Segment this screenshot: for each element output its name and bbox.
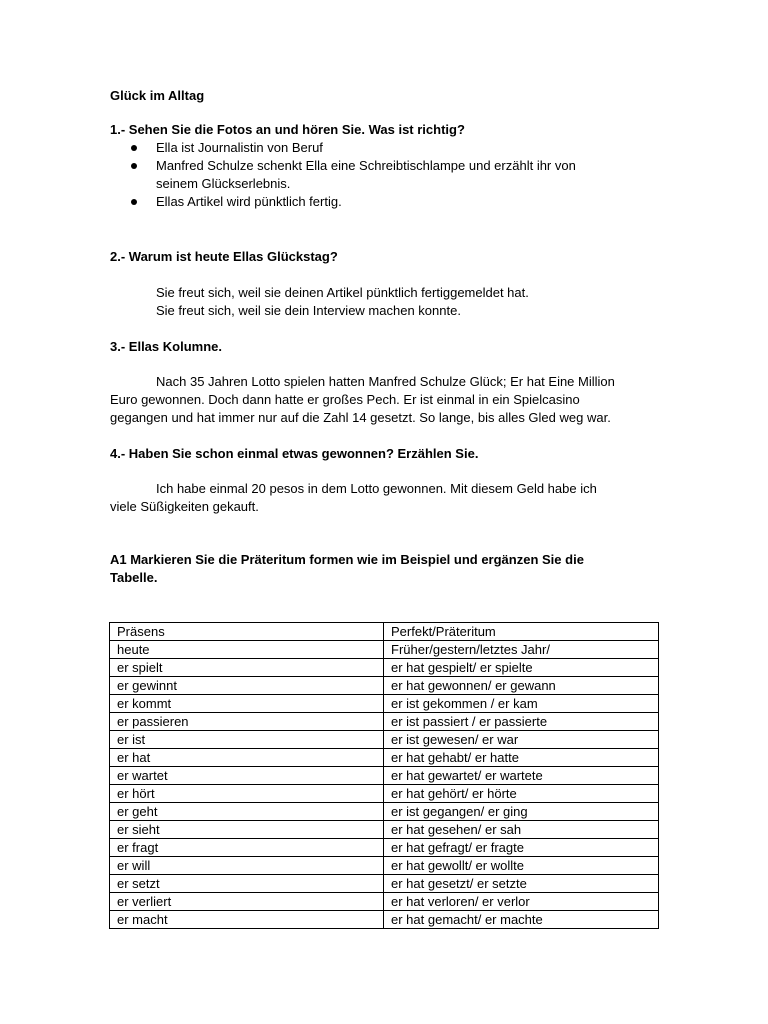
perfekt-cell: er hat gewonnen/ er gewann [384, 677, 659, 695]
perfekt-cell: er ist gegangen/ er ging [384, 803, 659, 821]
perfekt-cell: er hat gehört/ er hörte [384, 785, 659, 803]
praesens-cell: er macht [110, 911, 384, 929]
praesens-cell: er wartet [110, 767, 384, 785]
table-row [110, 785, 659, 803]
table-row [110, 803, 659, 821]
praesens-cell: er spielt [110, 659, 384, 677]
question-3-heading: 3.- Ellas Kolumne. [110, 339, 222, 354]
option-item: Manfred Schulze schenkt Ella eine Schreibtischlampe und erzählt ihr von seinem Glückserlebnis. [110, 157, 576, 193]
perfekt-cell: er hat gesehen/ er sah [384, 821, 659, 839]
praesens-cell: er will [110, 857, 384, 875]
perfekt-cell: er ist gewesen/ er war [384, 731, 659, 749]
praesens-cell: er hat [110, 749, 384, 767]
praesens-cell: er kommt [110, 695, 384, 713]
header-cell: Perfekt/Präteritum [384, 623, 659, 641]
paragraph-line: Nach 35 Jahren Lotto spielen hatten Manfred Schulze Glück; Er hat Eine Million [156, 374, 615, 389]
page-title: Glück im Alltag [110, 88, 205, 103]
perfekt-cell: er hat verloren/ er verlor [384, 893, 659, 911]
exercise-a1-heading: A1 Markieren Sie die Präteritum formen wie im Beispiel und ergänzen Sie die [110, 552, 584, 567]
perfekt-cell: er hat gespielt/ er spielte [384, 659, 659, 677]
paragraph-line: Euro gewonnen. Doch dann hatte er großes Pech. Er ist einmal in ein Spielcasino [110, 392, 580, 407]
perfekt-cell: er hat gefragt/ er fragte [384, 839, 659, 857]
answer-line: Sie freut sich, weil sie deinen Artikel pünktlich fertiggemeldet hat. [156, 285, 529, 300]
perfekt-cell: er ist gekommen / er kam [384, 695, 659, 713]
header-cell: Präsens [110, 623, 384, 641]
bullet-icon [131, 199, 137, 205]
table-row [110, 713, 659, 731]
table-row [110, 731, 659, 749]
paragraph-line: gegangen und hat immer nur auf die Zahl 14 gesetzt. So lange, bis alles Gled weg war. [110, 410, 611, 425]
table-row [110, 677, 659, 695]
praesens-cell: er sieht [110, 821, 384, 839]
table-row [110, 911, 659, 929]
table-row [110, 893, 659, 911]
table-row [110, 659, 659, 677]
perfekt-cell: er ist passiert / er passierte [384, 713, 659, 731]
table-row [110, 821, 659, 839]
question-4-heading: 4.- Haben Sie schon einmal etwas gewonnen? Erzählen Sie. [110, 446, 479, 461]
table-row [110, 839, 659, 857]
bullet-icon [131, 163, 137, 169]
praesens-cell: heute [110, 641, 384, 659]
praesens-cell: er fragt [110, 839, 384, 857]
praesens-cell: er hört [110, 785, 384, 803]
bullet-icon [131, 145, 137, 151]
perfekt-cell: er hat gesetzt/ er setzte [384, 875, 659, 893]
praesens-cell: er gewinnt [110, 677, 384, 695]
praesens-cell: er geht [110, 803, 384, 821]
table-row [110, 641, 659, 659]
table-row [110, 767, 659, 785]
answer-line: Ich habe einmal 20 pesos in dem Lotto gewonnen. Mit diesem Geld habe ich [156, 481, 597, 496]
exercise-a1-heading-cont: Tabelle. [110, 570, 158, 585]
table-header-row [110, 623, 659, 641]
table-row [110, 695, 659, 713]
table-row [110, 857, 659, 875]
perfekt-cell: er hat gewartet/ er wartete [384, 767, 659, 785]
praesens-cell: er ist [110, 731, 384, 749]
table-row [110, 875, 659, 893]
answer-line: Sie freut sich, weil sie dein Interview machen konnte. [156, 303, 461, 318]
question-1-heading: 1.- Sehen Sie die Fotos an und hören Sie. Was ist richtig? [110, 122, 465, 137]
praesens-cell: er setzt [110, 875, 384, 893]
perfekt-cell: er hat gewollt/ er wollte [384, 857, 659, 875]
table-row [110, 749, 659, 767]
answer-line: viele Süßigkeiten gekauft. [110, 499, 259, 514]
question-1-options [110, 139, 576, 211]
option-item: Ellas Artikel wird pünktlich fertig. [110, 193, 576, 211]
perfekt-cell: er hat gehabt/ er hatte [384, 749, 659, 767]
verb-table [109, 622, 659, 929]
option-item: Ella ist Journalistin von Beruf [110, 139, 576, 157]
perfekt-cell: er hat gemacht/ er machte [384, 911, 659, 929]
perfekt-cell: Früher/gestern/letztes Jahr/ [384, 641, 659, 659]
question-2-heading: 2.- Warum ist heute Ellas Glückstag? [110, 249, 338, 264]
praesens-cell: er verliert [110, 893, 384, 911]
praesens-cell: er passieren [110, 713, 384, 731]
